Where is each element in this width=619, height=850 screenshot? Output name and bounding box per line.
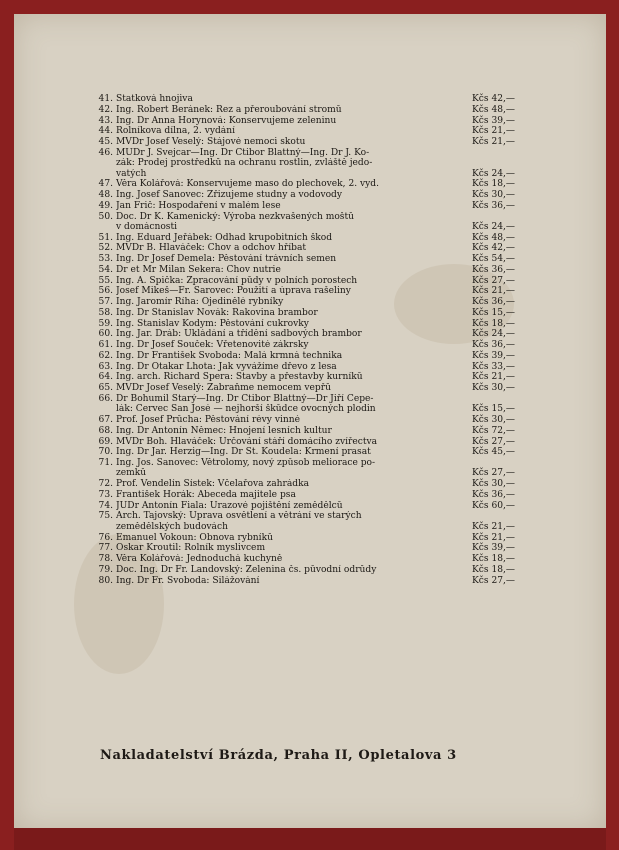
book-title: Ing. Dr Antonín Němec: Hnojení lesních kultur xyxy=(116,425,332,436)
book-title: v domácnosti xyxy=(116,221,178,232)
book-price: Kčs 39,— xyxy=(472,543,515,554)
book-price: Kčs 42,— xyxy=(472,94,515,104)
book-number: 69. xyxy=(98,436,113,447)
book-title: Emanuel Vokoun: Obnova rybníků xyxy=(116,532,273,543)
book-entry xyxy=(96,394,532,415)
book-title: Ing. arch. Richard Špera: Stavby a přestavby kurníků xyxy=(116,372,363,383)
book-number: 75. xyxy=(98,511,113,522)
book-title: Arch. Tajovský: Úprava osvětlení a větrání ve starých xyxy=(116,511,362,522)
book-number: 63. xyxy=(98,361,113,372)
book-entry xyxy=(96,201,532,212)
book-price: Kčs 42,— xyxy=(472,243,515,254)
book-title: Ing. Dr Anna Horynová: Konservujeme zeleninu xyxy=(116,115,337,126)
book-entry xyxy=(96,319,532,330)
book-price: Kčs 39,— xyxy=(472,115,515,126)
book-title: Rolníkova dílna, 2. vydání xyxy=(116,126,235,137)
book-number: 57. xyxy=(98,297,113,308)
book-price: Kčs 21,— xyxy=(472,286,515,297)
book-number: 77. xyxy=(98,543,113,554)
book-entry xyxy=(96,329,532,340)
book-entry xyxy=(96,372,532,383)
book-title: Prof. Vendelín Šístek: Včelařova zahrádka xyxy=(116,479,310,490)
book-price: Kčs 36,— xyxy=(472,489,515,500)
book-title: Ing. Jos. Šanovec: Větrolomy, nový způsob meliorace po- xyxy=(116,458,376,469)
book-entry xyxy=(96,148,532,180)
book-title: MVDr Josef Veselý: Zabraňme nemocem vepřů xyxy=(116,383,331,394)
book-entry xyxy=(96,116,532,127)
book-title: Prof. Josef Průcha: Pěstování révy vinné xyxy=(116,415,300,426)
book-price: Kčs 33,— xyxy=(472,361,515,372)
book-entry xyxy=(96,265,532,276)
book-title: Ing. Dr Jar. Herzig—Ing. Dr St. Koudela: Krmení prasat xyxy=(116,447,371,458)
book-entry xyxy=(96,254,532,265)
book-price: Kčs 27,— xyxy=(472,575,515,586)
book-price: Kčs 21,— xyxy=(472,126,515,137)
book-price: Kčs 45,— xyxy=(472,447,515,458)
book-number: 73. xyxy=(98,489,113,500)
book-price: Kčs 18,— xyxy=(472,179,515,190)
book-entry xyxy=(96,94,532,105)
book-price: Kčs 30,— xyxy=(472,383,515,394)
book-title: zemědělských budovách xyxy=(116,521,228,532)
book-number: 62. xyxy=(98,350,113,361)
book-title: MVDr Boh. Hlaváček: Určování stáří domácího zvířectva xyxy=(116,436,378,447)
book-entry xyxy=(96,543,532,554)
book-title: Josef Mikeš—Fr. Šarovec: Použití a úprava rašeliny xyxy=(116,286,351,297)
book-number: 70. xyxy=(98,447,113,458)
book-entry xyxy=(96,243,532,254)
book-number: 79. xyxy=(98,564,113,575)
book-number: 66. xyxy=(98,393,113,404)
book-title: MUDr J. Švejcar—Ing. Dr Ctibor Blattný—Ing. Dr J. Ko- xyxy=(116,147,370,158)
book-number: 55. xyxy=(98,275,113,286)
book-entry xyxy=(96,447,532,458)
book-price: Kčs 54,— xyxy=(472,254,515,265)
book-number: 44. xyxy=(98,126,113,137)
book-entry xyxy=(96,308,532,319)
book-price: Kčs 72,— xyxy=(472,425,515,436)
book-number: 76. xyxy=(98,532,113,543)
book-title: Ing. A. Špička: Zpracování půdy v polních porostech xyxy=(116,275,358,286)
book-title: František Horák: Abeceda majitele psa xyxy=(116,489,296,500)
book-title: Ing. Jaromír Říha: Ojedinělé rybníky xyxy=(116,297,284,308)
book-price: Kčs 48,— xyxy=(472,104,515,115)
book-price: Kčs 27,— xyxy=(472,468,515,479)
book-number: 64. xyxy=(98,372,113,383)
book-number: 49. xyxy=(98,200,113,211)
book-price: Kčs 36,— xyxy=(472,264,515,275)
book-number: 52. xyxy=(98,243,113,254)
book-title: Ing. Dr Otakar Lhota: Jak vyvážíme dřevo z lesa xyxy=(116,361,337,372)
book-number: 48. xyxy=(98,190,113,201)
book-number: 67. xyxy=(98,415,113,426)
book-title: Ing. Robert Beránek: Řez a přeroubování stromů xyxy=(116,104,342,115)
book-title: Věra Kolářová: Jednoduchá kuchyně xyxy=(116,554,283,565)
book-number: 65. xyxy=(98,383,113,394)
book-title: Doc. Ing. Dr Fr. Landovský: Zelenina čs. původní odrůdy xyxy=(116,564,377,575)
book-number: 47. xyxy=(98,179,113,190)
book-price: Kčs 18,— xyxy=(472,318,515,329)
book-number: 42. xyxy=(98,104,113,115)
book-price: Kčs 18,— xyxy=(472,564,515,575)
book-title: Doc. Dr K. Kamenický: Výroba nezkvašených moštů xyxy=(116,211,354,222)
book-list xyxy=(96,94,532,586)
book-number: 46. xyxy=(98,147,113,158)
book-title: Věra Kolářová: Konservujeme maso do plechovek, 2. vyd. xyxy=(116,179,379,190)
book-price: Kčs 36,— xyxy=(472,340,515,351)
book-entry xyxy=(96,212,532,233)
book-entry xyxy=(96,362,532,373)
book-entry xyxy=(96,137,532,148)
book-entry xyxy=(96,426,532,437)
book-price: Kčs 15,— xyxy=(472,404,515,415)
book-price: Kčs 30,— xyxy=(472,190,515,201)
book-entry xyxy=(96,276,532,287)
book-entry xyxy=(96,511,532,532)
book-number: 59. xyxy=(98,318,113,329)
book-entry xyxy=(96,533,532,544)
book-title: Dr Bohumil Starý—Ing. Dr Ctibor Blattný—Dr Jiří Čepe- xyxy=(116,393,374,404)
book-entry xyxy=(96,576,532,587)
book-number: 53. xyxy=(98,254,113,265)
book-title: Ing. Dr Fr. Svoboda: Silážování xyxy=(116,575,260,586)
book-entry xyxy=(96,458,532,479)
book-entry xyxy=(96,286,532,297)
book-price: Kčs 24,— xyxy=(472,221,515,232)
book-entry xyxy=(96,126,532,137)
book-entry xyxy=(96,554,532,565)
book-title: Ing. Dr Josef Souček: Vřetenovité zákrsky xyxy=(116,340,309,351)
book-number: 72. xyxy=(98,479,113,490)
book-title: Ing. Josef Šanovec: Zřizujeme studny a vodovody xyxy=(116,190,343,201)
publisher-footer: Nakladatelství Brázda, Praha II, Opletalova 3 xyxy=(100,748,457,763)
book-entry xyxy=(96,383,532,394)
book-number: 56. xyxy=(98,286,113,297)
book-price: Kčs 15,— xyxy=(472,307,515,318)
book-entry xyxy=(96,437,532,448)
book-entry xyxy=(96,297,532,308)
book-price: Kčs 21,— xyxy=(472,372,515,383)
book-title: Ing. Jar. Dráb: Ukládání a třídění sadbových brambor xyxy=(116,329,362,340)
book-title: Ing. Stanislav Kodym: Pěstování cukrovky xyxy=(116,318,309,329)
book-number: 71. xyxy=(98,458,113,469)
book-number: 78. xyxy=(98,554,113,565)
book-title: MVDr B. Hlaváček: Chov a odchov hříbat xyxy=(116,243,307,254)
book-price: Kčs 36,— xyxy=(472,200,515,211)
book-price: Kčs 60,— xyxy=(472,500,515,511)
book-number: 61. xyxy=(98,340,113,351)
book-price: Kčs 18,— xyxy=(472,554,515,565)
book-title: Statková hnojiva xyxy=(116,94,193,104)
book-title: Oskar Kroutil: Rolník myslivcem xyxy=(116,543,266,554)
book-title: Ing. Eduard Jeřábek: Odhad krupobitních škod xyxy=(116,232,333,243)
book-price: Kčs 21,— xyxy=(472,137,515,147)
book-title: lák: Červec San José — nejhorší škůdce ovocných plodin xyxy=(116,404,376,415)
book-number: 60. xyxy=(98,329,113,340)
book-entry xyxy=(96,190,532,201)
book-number: 54. xyxy=(98,264,113,275)
cover-edge xyxy=(14,828,606,850)
book-entry xyxy=(96,501,532,512)
book-number: 43. xyxy=(98,115,113,126)
book-price: Kčs 21,— xyxy=(472,532,515,543)
book-title: Dr et Mr Milan Sekera: Chov nutrie xyxy=(116,264,281,275)
book-number: 80. xyxy=(98,575,113,586)
book-price: Kčs 27,— xyxy=(472,275,515,286)
book-entry xyxy=(96,351,532,362)
book-price: Kčs 24,— xyxy=(472,329,515,340)
book-number: 58. xyxy=(98,307,113,318)
book-number: 41. xyxy=(98,94,113,104)
book-number: 45. xyxy=(98,137,113,147)
book-title: MVDr Josef Veselý: Stájové nemoci skotu xyxy=(116,137,306,147)
book-price: Kčs 36,— xyxy=(472,297,515,308)
book-price: Kčs 24,— xyxy=(472,168,515,179)
book-price: Kčs 27,— xyxy=(472,436,515,447)
book-title: JUDr Antonín Fiala: Úrazové pojištění zemědělců xyxy=(116,500,343,511)
book-title: Ing. Dr Josef Demela: Pěstování trávních semen xyxy=(116,254,337,265)
book-entry xyxy=(96,233,532,244)
book-number: 51. xyxy=(98,232,113,243)
book-entry xyxy=(96,179,532,190)
book-price: Kčs 39,— xyxy=(472,350,515,361)
book-title: Jan Frič: Hospodaření v malém lese xyxy=(116,200,281,211)
book-number: 74. xyxy=(98,500,113,511)
book-price: Kčs 30,— xyxy=(472,479,515,490)
book-entry xyxy=(96,340,532,351)
book-title: zemků xyxy=(116,468,147,479)
book-number: 50. xyxy=(98,211,113,222)
book-number: 68. xyxy=(98,425,113,436)
book-price: Kčs 30,— xyxy=(472,415,515,426)
book-price: Kčs 48,— xyxy=(472,232,515,243)
book-entry xyxy=(96,565,532,576)
book-entry xyxy=(96,490,532,501)
book-entry xyxy=(96,415,532,426)
book-entry xyxy=(96,479,532,490)
book-price: Kčs 21,— xyxy=(472,521,515,532)
book-title: zák: Prodej prostředků na ochranu rostlin, zvláště jedo- xyxy=(116,158,373,169)
book-title: Ing. Dr Stanislav Novák: Rakovina brambor xyxy=(116,307,318,318)
book-title: vatých xyxy=(116,168,147,179)
book-title: Ing. Dr František Svoboda: Malá krmná technika xyxy=(116,350,343,361)
book-entry xyxy=(96,105,532,116)
